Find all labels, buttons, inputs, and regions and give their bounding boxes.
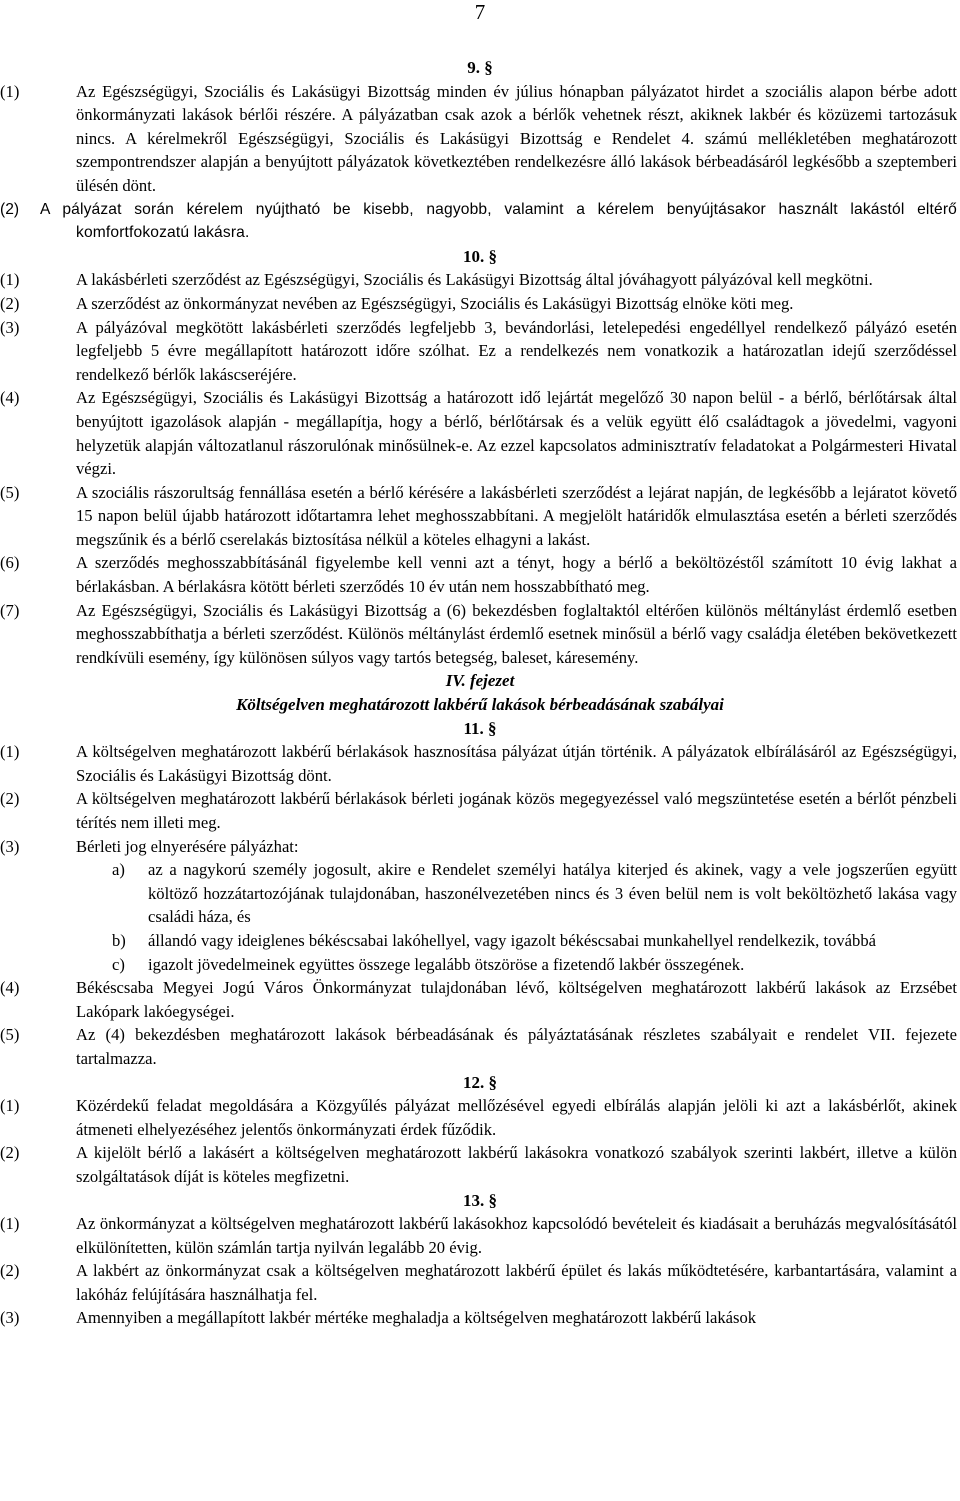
paragraph-text: A pályázat során kérelem nyújtható be kisebb, nagyobb, valamint a kérelem benyújtásakor használt lakástól eltérő komfortfokozatú lakásra. <box>40 200 957 242</box>
item-label: c) <box>112 954 125 974</box>
paragraph-number: (7) <box>0 600 20 620</box>
s9-paragraph-1 <box>0 80 960 198</box>
paragraph-number: (2) <box>0 1143 20 1163</box>
paragraph-number: (2) <box>0 293 20 313</box>
s13-paragraph-2 <box>0 1259 960 1306</box>
chapter-number: IV. fejezet <box>445 671 515 691</box>
item-text: az a nagykorú személy jogosult, akire e Rendelet személyi hatálya kiterjed és akinek, vagy a vele jogszerűen együtt költöző hozzátartozójának tulajdonában, haszonélvezetében nincs és 3 éven belül nem is volt beköltözhető lakása vagy családi háza, és <box>148 860 957 927</box>
paragraph-text: Közérdekű feladat megoldására a Közgyűlés pályázat mellőzésével egyedi elbírálás alapján jelöli ki azt a lakásbérlőt, akinek átmeneti elhelyezéséhez jelentős önkormányzati érdek fűződik. <box>76 1096 957 1139</box>
s11-paragraph-1 <box>0 740 960 787</box>
section-10-heading: 10. § <box>463 246 497 266</box>
s13-paragraph-1 <box>0 1212 960 1259</box>
item-label: b) <box>112 930 126 950</box>
paragraph-number: (2) <box>0 1261 20 1281</box>
paragraph-text: Az (4) bekezdésben meghatározott lakások bérbeadásának és pályáztatásának részletes szabályait e rendelet VII. fejezete tartalmazza. <box>76 1025 957 1068</box>
paragraph-number: (1) <box>0 1096 20 1116</box>
s11-item-a <box>0 858 960 929</box>
s12-paragraph-1 <box>0 1094 960 1141</box>
s10-paragraph-4 <box>0 386 960 480</box>
s11-paragraph-3 <box>0 835 960 859</box>
item-text: igazolt jövedelmeinek együttes összege legalább ötszöröse a fizetendő lakbér összegének. <box>148 954 745 974</box>
section-12-heading: 12. § <box>463 1072 497 1092</box>
paragraph-text: A lakbért az önkormányzat csak a költségelven meghatározott lakbérű épület és lakás működtetésére, karbantartására, valamint a lakóház felújítására használhatja fel. <box>76 1261 957 1304</box>
paragraph-text: Bérleti jog elnyerésére pályázhat: <box>76 836 299 856</box>
paragraph-number: (3) <box>0 317 20 337</box>
section-9-heading: 9. § <box>467 58 493 77</box>
paragraph-text: A szociális rászorultság fennállása esetén a bérlő kérésére a lakásbérleti szerződést a lejárat napján, de legkésőbb a lejáratot követő 15 napon belül újabb határozott időtartamra lehet meghosszabbítani. A megjelölt határidők elmulasztása esetén a bérleti szerződés megszűnik és a bérlő cserelakás biztosítása nélkül a köteles elhagyni a lakást. <box>76 482 957 549</box>
s13-paragraph-3 <box>0 1306 960 1330</box>
paragraph-number: (4) <box>0 978 20 998</box>
item-label: a) <box>112 860 125 880</box>
paragraph-text: Az Egészségügyi, Szociális és Lakásügyi Bizottság minden év július hónapban pályázatot hirdet a szociális alapon bérbe adott önkormányzati lakások bérlői részére. A pályázatban csak azok a bérlők vehetnek részt, akiknek lakbér és közüzemi tartozásuk nincs. A kérelmekről Egészségügyi, Szociális és Lakásügyi Bizottság e Rendelet 4. számú mellékletében meghatározott szempontrendszer alapján a benyújtott pályázatok következtében rendelkezésre álló lakások bérbeadásáról legkésőbb a szeptemberi ülésén dönt. <box>76 81 957 195</box>
paragraph-number: (6) <box>0 553 20 573</box>
s10-paragraph-7 <box>0 599 960 670</box>
s11-paragraph-2 <box>0 787 960 834</box>
paragraph-number: (1) <box>0 270 20 290</box>
s10-paragraph-5 <box>0 481 960 552</box>
paragraph-number: (3) <box>0 1308 20 1328</box>
paragraph-text: A költségelven meghatározott lakbérű bérlakások bérleti jogának közös megegyezéssel való megszüntetése esetén a bérlőt pénzbeli térítés nem illeti meg. <box>76 789 957 832</box>
paragraph-text: A költségelven meghatározott lakbérű bérlakások hasznosítása pályázat útján történik. A pályázatok elbírálásáról az Egészségügyi, Szociális és Lakásügyi Bizottság dönt. <box>76 742 957 785</box>
s10-paragraph-1 <box>0 268 960 292</box>
s11-item-c <box>0 953 960 977</box>
section-13-heading: 13. § <box>463 1190 497 1210</box>
paragraph-text: Békéscsaba Megyei Jogú Város Önkormányzat tulajdonában lévő, költségelven meghatározott lakbérű lakások az Erzsébet Lakópark lakóegységei. <box>76 978 957 1021</box>
s11-paragraph-4 <box>0 976 960 1023</box>
paragraph-number: (1) <box>0 81 20 101</box>
paragraph-text: Az önkormányzat a költségelven meghatározott lakbérű lakásokhoz kapcsolódó bevételeit és kiadásait a beruházás megvalósításától elkülönítetten, külön számlán tartja nyilván legalább 20 évig. <box>76 1214 957 1257</box>
s11-paragraph-5 <box>0 1023 960 1070</box>
s9-paragraph-2 <box>0 198 960 245</box>
s10-paragraph-3 <box>0 316 960 387</box>
paragraph-text: Az Egészségügyi, Szociális és Lakásügyi Bizottság a (6) bekezdésben foglaltaktól eltérően különös méltánylást érdemlő esetben meghosszabbíthatja a bérleti szerződést. Különös méltánylást érdemlő esetnek minősül a bérlő vagy családja életében bekövetkezett rendkívüli esemény, így különösen súlyos vagy tartós betegség, baleset, káresemény. <box>76 600 957 667</box>
paragraph-number: (3) <box>0 836 20 856</box>
paragraph-number: (2) <box>0 789 20 809</box>
chapter-title: Költségelven meghatározott lakbérű lakások bérbeadásának szabályai <box>236 695 724 715</box>
paragraph-text: A pályázóval megkötött lakásbérleti szerződés legfeljebb 3, bevándorlási, letelepedési engedéllyel rendelkező pályázó esetén legfeljebb 5 évre megállapított határozott időre szólhat. Ez a rendelkezés nem vonatkozik a határozatlan idejű szerződéssel rendelkező bérlők lakáscseréjére. <box>76 317 957 384</box>
s12-paragraph-2 <box>0 1141 960 1188</box>
paragraph-number: (1) <box>0 1214 20 1234</box>
paragraph-text: A szerződés meghosszabbításánál figyelembe kell venni azt a tényt, hogy a bérlő a beköltözéstől számított 10 évig lakhat a bérlakásban. A bérlakásra kötött bérleti szerződés 10 év után nem hosszabbítható meg. <box>76 553 957 597</box>
paragraph-text: A kijelölt bérlő a lakásért a költségelven meghatározott lakbérű lakásokra vonatkozó szabályok szerinti lakbért, illetve a külön szolgáltatások díját is köteles megfizetni. <box>76 1143 957 1186</box>
page-number: 7 <box>474 0 486 24</box>
item-text: állandó vagy ideiglenes békéscsabai lakóhellyel, vagy igazolt békéscsabai munkahellyel rendelkezik, továbbá <box>148 930 877 950</box>
s10-paragraph-2 <box>0 292 960 316</box>
paragraph-number: (2) <box>0 200 20 218</box>
paragraph-number: (1) <box>0 742 20 762</box>
section-11-heading: 11. § <box>463 718 497 738</box>
s10-paragraph-6 <box>0 551 960 598</box>
document-body <box>0 56 960 1330</box>
paragraph-number: (5) <box>0 482 20 502</box>
paragraph-text: A szerződést az önkormányzat nevében az Egészségügyi, Szociális és Lakásügyi Bizottság elnöke köti meg. <box>76 293 794 313</box>
paragraph-text: Az Egészségügyi, Szociális és Lakásügyi Bizottság a határozott idő lejártát megelőző 30 napon belül - a bérlő, bérlőtársak által benyújtott igazolások alapján - megállapítja, hogy a bérlő, bérlőtársak és a velük együtt élő családtagok a jövedelmi, vagyoni helyzetük alapján változatlanul rászorulónak minősülnek-e. Az ezzel kapcsolatos adminisztratív feladatokat a Polgármesteri Hivatal végzi. <box>76 388 957 479</box>
paragraph-number: (4) <box>0 388 20 408</box>
paragraph-text: A lakásbérleti szerződést az Egészségügyi, Szociális és Lakásügyi Bizottság által jóváhagyott pályázóval kell megkötni. <box>76 270 873 290</box>
paragraph-number: (5) <box>0 1025 20 1045</box>
s11-item-b <box>0 929 960 953</box>
paragraph-text: Amennyiben a megállapított lakbér mértéke meghaladja a költségelven meghatározott lakbérű lakások <box>76 1308 757 1328</box>
